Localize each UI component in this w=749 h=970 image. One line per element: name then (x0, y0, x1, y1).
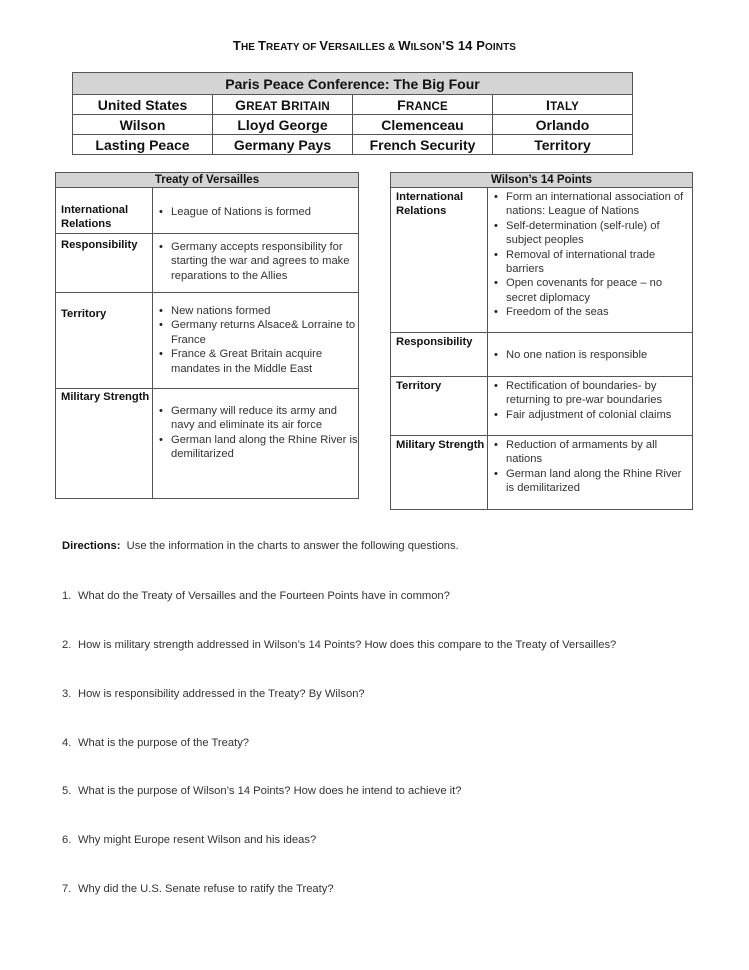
directions-text: Use the information in the charts to answer the following questions. (126, 540, 459, 552)
list-item: • German land along the Rhine River is demilitarized (506, 467, 692, 496)
table-row (391, 436, 693, 510)
list-item: • League of Nations is formed (171, 205, 358, 219)
list-item: • Self-determination (self-rule) of subject peoples (506, 219, 692, 248)
list-item: • Freedom of the seas (506, 305, 692, 319)
goals-row (73, 135, 633, 155)
question-3: 3. How is responsibility addressed in the Treaty? By Wilson? (62, 688, 365, 700)
leader-cell: Orlando (493, 115, 633, 135)
leader-cell: Wilson (73, 115, 213, 135)
table-row (391, 188, 693, 333)
list-item: • Open covenants for peace – no secret diplomacy (506, 276, 692, 305)
question-1: 1. What do the Treaty of Versailles and the Fourteen Points have in common? (62, 590, 450, 602)
row-label: Responsibility (56, 234, 153, 293)
table-row (56, 389, 359, 499)
treaty-header: Treaty of Versailles (56, 173, 359, 188)
row-label: Responsibility (391, 333, 488, 377)
table-row (391, 377, 693, 436)
goal-cell: Lasting Peace (73, 135, 213, 155)
list-item: • German land along the Rhine River is demilitarized (171, 433, 358, 462)
row-label: International Relations (391, 188, 488, 333)
list-item: • Form an international association of nations: League of Nations (506, 190, 692, 219)
row-label: Military Strength (56, 389, 153, 499)
wilson-table (390, 172, 693, 510)
directions-label: Directions: (62, 540, 121, 552)
big-four-header: Paris Peace Conference: The Big Four (73, 73, 633, 95)
wilson-header: Wilson’s 14 Points (391, 173, 693, 188)
list-item: • Germany will reduce its army and navy and eliminate its air force (171, 404, 358, 433)
list-item: • No one nation is responsible (506, 348, 692, 362)
row-label: International Relations (56, 188, 153, 234)
big-four-table (72, 72, 633, 155)
row-label: Territory (56, 293, 153, 389)
row-label: Military Strength (391, 436, 488, 510)
list-item: • Rectification of boundaries- by returning to pre-war boundaries (506, 379, 692, 408)
page-title: THE TREATY OF VERSAILLES & WILSON’S 14 POINTS (232, 38, 517, 53)
country-great-britain: GREAT BRITAIN (213, 95, 353, 115)
goal-cell: French Security (353, 135, 493, 155)
table-row (56, 293, 359, 389)
table-row (56, 188, 359, 234)
list-item: • Germany accepts responsibility for starting the war and agrees to make reparations to the Allies (171, 240, 358, 283)
leader-cell: Clemenceau (353, 115, 493, 135)
goal-cell: Territory (493, 135, 633, 155)
question-6: 6. Why might Europe resent Wilson and his ideas? (62, 834, 317, 846)
list-item: • France & Great Britain acquire mandates in the Middle East (171, 347, 358, 376)
table-row (56, 234, 359, 293)
directions (62, 540, 459, 552)
question-2: 2. How is military strength addressed in Wilson’s 14 Points? How does this compare to the Treaty of Versailles? (62, 639, 617, 651)
table-row (391, 333, 693, 377)
question-5: 5. What is the purpose of Wilson’s 14 Points? How does he intend to achieve it? (62, 785, 462, 797)
country-italy: ITALY (493, 95, 633, 115)
countries-row (73, 95, 633, 115)
leader-cell: Lloyd George (213, 115, 353, 135)
country-france: FRANCE (353, 95, 493, 115)
country-us: United States (73, 95, 213, 115)
question-7: 7. Why did the U.S. Senate refuse to ratify the Treaty? (62, 883, 334, 895)
treaty-table (55, 172, 359, 499)
list-item: • Reduction of armaments by all nations (506, 438, 692, 467)
goal-cell: Germany Pays (213, 135, 353, 155)
list-item: • New nations formed (171, 304, 358, 318)
list-item: • Fair adjustment of colonial claims (506, 408, 692, 422)
row-label: Territory (391, 377, 488, 436)
question-4: 4. What is the purpose of the Treaty? (62, 737, 250, 749)
leaders-row (73, 115, 633, 135)
list-item: • Germany returns Alsace& Lorraine to France (171, 318, 358, 347)
list-item: • Removal of international trade barriers (506, 248, 692, 277)
